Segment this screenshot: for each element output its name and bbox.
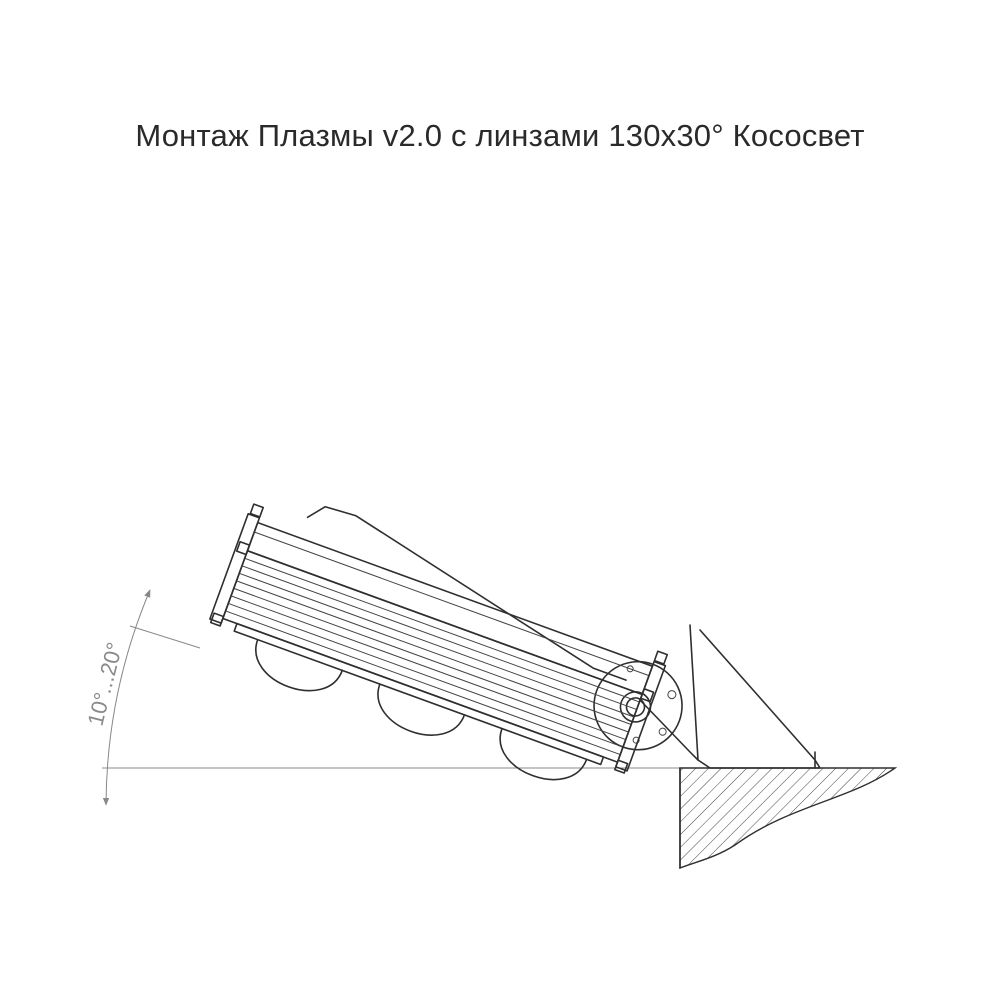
tilt-angle-label: 10°...20° [82, 639, 128, 729]
fixture-body [247, 523, 652, 695]
pivot-bolt [616, 688, 654, 726]
plasma-fixture [197, 481, 707, 816]
lens-2 [368, 684, 464, 746]
mounting-surface [680, 768, 895, 868]
page-title: Монтаж Плазмы v2.0 с линзами 130x30° Кососвет [135, 118, 865, 153]
end-cap-left [210, 514, 260, 623]
tilt-reference-line [130, 626, 200, 648]
lens-1 [246, 640, 342, 702]
heatsink [223, 551, 642, 762]
mounting-bracket [640, 625, 820, 768]
housing-top [292, 500, 647, 680]
lens-3 [490, 729, 586, 791]
